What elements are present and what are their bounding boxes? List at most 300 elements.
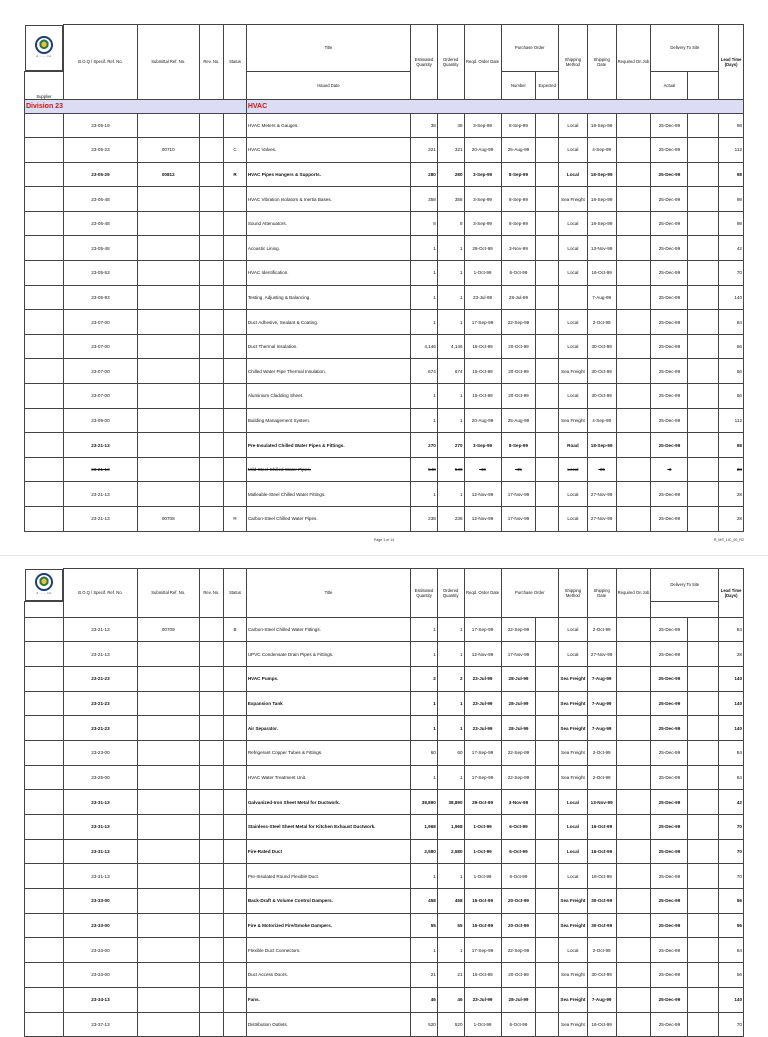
cell-st [224,310,247,335]
cell-method [559,691,588,716]
cell-value-lead: 140 [734,294,742,300]
header-title: Title [246,569,410,618]
cell-title [246,310,410,335]
cell-value-ord: 38 [457,122,463,128]
cell-ship [587,963,616,988]
cell-st [224,261,247,286]
cell-method [559,433,588,458]
table-row [25,642,744,667]
cell-value-issued: 22-Sep-99 [507,774,530,780]
cell-est [411,285,438,310]
cell-value-issued: 22-Sep-99 [507,947,530,953]
cell-ord [437,963,464,988]
cell-title [246,765,410,790]
cell-value-exp: 25-Dec-99 [658,725,681,731]
cell-boq [64,482,138,507]
cell-value-boq: 23-34-13 [91,997,110,1003]
cell-act [688,507,719,532]
cell-value-title: Stainless-Steel Sheet Metal for Kitchen Exhaust Ductwork. [247,824,376,830]
cell-value-title: Pre-Insulated Round Flexible Duct. [247,873,320,879]
cell-lead [719,839,744,864]
cell-num [536,408,559,433]
cell-value-reqd: 3-Sep-99 [472,442,493,448]
cell-value-issued: 20-Oct-99 [508,972,529,978]
cell-act [688,482,719,507]
cell-st [224,359,247,384]
cell-method [559,666,588,691]
cell-blank [25,642,64,667]
cell-rev [199,864,224,889]
cell-value-title: HVAC Identification. [247,270,289,276]
cell-num [536,938,559,963]
cell-num [536,334,559,359]
cell-value-exp: 25-Dec-99 [658,947,681,953]
cell-req [616,482,651,507]
cell-value-lead: 84 [736,750,742,756]
header-submittal: Submittal Ref. No. [137,569,199,618]
cell-issued [501,138,536,163]
cell-value-ship: 2-Oct-99 [592,750,611,756]
cell-exp [651,162,688,187]
cell-method [559,384,588,409]
cell-value-ord: 280 [454,171,463,177]
cell-value-title: Testing, Adjusting & Balancing. [247,294,311,300]
cell-rev [199,617,224,642]
cell-value-est: 270 [428,442,436,448]
cell-title [246,666,410,691]
cell-title [246,938,410,963]
cell-value-ord: 1 [459,417,463,423]
header-boq: B.O.Q / Specif. Ref. No. [64,25,138,100]
cell-req [616,334,651,359]
cell-rev [199,790,224,815]
cell-req [616,740,651,765]
cell-rev [199,938,224,963]
cell-value-ord: 1,968 [451,824,463,830]
cell-lead [719,162,744,187]
cell-value-ord: 1 [459,393,463,399]
cell-rev [199,433,224,458]
cell-issued [501,408,536,433]
cell-value-reqd: 1-Oct-99 [473,824,492,830]
table-row [25,285,744,310]
cell-value-title: Back-Draft & Volume Control Dampers. [247,898,333,904]
cell-value-lead: 140 [734,700,742,706]
cell-lead [719,716,744,741]
cell-value-ord: 1 [459,270,463,276]
cell-blank [25,334,64,359]
cell-est [411,187,438,212]
cell-ship [587,507,616,532]
cell-exp [651,457,688,482]
cell-issued [501,839,536,864]
cell-ship [587,236,616,261]
cell-reqd [464,433,501,458]
cell-value-method: Local [566,171,579,177]
cell-est [411,359,438,384]
cell-num [536,889,559,914]
cell-title [246,1012,410,1037]
cell-ship [587,716,616,741]
cell-value-reqd: 20-Aug-99 [471,417,494,423]
header-title: Title [246,25,410,72]
cell-value-est: 21 [430,972,436,978]
cell-value-method: Sea Freight [560,676,586,682]
cell-exp [651,310,688,335]
cell-exp [651,359,688,384]
cell-num [536,765,559,790]
cell-value-est: 1 [433,626,436,632]
cell-est [411,987,438,1012]
cell-ord [437,138,464,163]
cell-req [616,790,651,815]
cell-value-est: 458 [428,898,436,904]
cell-exp [651,839,688,864]
table-row [25,617,744,642]
cell-est [411,211,438,236]
header-expected: Expected [536,71,559,99]
cell-value-exp: 25-Dec-99 [658,898,681,904]
cell-act [688,765,719,790]
cell-act [688,408,719,433]
cell-exp [651,261,688,286]
cell-value-boq: 23-37-13 [91,1021,110,1027]
cell-title [246,285,410,310]
cell-reqd [464,864,501,889]
cell-blank [25,617,64,642]
cell-blank [25,138,64,163]
cell-ship [587,815,616,840]
cell-blank [25,507,64,532]
cell-act [688,790,719,815]
cell-value-issued: 17-Nov-99 [507,651,530,657]
cell-sub [137,815,199,840]
cell-reqd [464,187,501,212]
cell-value-issued: 8-Sep-99 [509,196,528,202]
cell-value-boq: 23-07-00 [91,319,110,325]
cell-est [411,408,438,433]
cell-value-issued: 28-Jul-99 [508,294,529,300]
cell-boq [64,334,138,359]
cell-value-reqd: 12-Nov-99 [471,491,494,497]
division-code: Division 23 [25,99,247,113]
table-row [25,261,744,286]
cell-value-exp: 25-Dec-99 [658,676,681,682]
cell-ord [437,642,464,667]
cell-value-ship: 13-Nov-99 [590,799,613,805]
cell-ord [437,433,464,458]
cell-boq [64,211,138,236]
cell-value-issued: 6-Oct-99 [509,849,528,855]
cell-value-reqd: 29-Oct-99 [472,799,493,805]
cell-ord [437,790,464,815]
cell-value-ship: -35 [598,467,605,473]
cell-value-method: Sea Freight [561,1021,585,1027]
cell-value-issued: -45 [515,467,522,473]
cell-req [616,187,651,212]
cell-act [688,889,719,914]
cell-reqd [464,482,501,507]
cell-value-exp: 25-Dec-99 [658,270,681,276]
cell-value-ship: 4-Sep-99 [592,417,612,423]
cell-blank [25,1012,64,1037]
cell-est [411,642,438,667]
cell-reqd [464,162,501,187]
header-lead-time: Lead Time (Days) [719,569,744,618]
cell-value-boq: 23-05-19 [91,122,110,128]
cell-lead [719,691,744,716]
cell-value-boq: 23-07-00 [91,344,110,350]
cell-lead [719,790,744,815]
cell-value-exp: 25-Dec-99 [658,799,681,805]
cell-value-title: Air Separator. [247,725,278,731]
cell-sub [137,162,199,187]
cell-blank [25,310,64,335]
cell-value-method: Local [567,516,579,522]
cell-exp [651,666,688,691]
cell-value-method: Sea Freight [560,923,586,929]
cell-issued [501,113,536,138]
cell-value-title: Carbon-Steel Chilled Water Pipes. [247,516,318,522]
cell-title [246,790,410,815]
cell-value-lead: 28 [736,491,742,497]
cell-value-est: 238 [428,516,436,522]
cell-ship [587,310,616,335]
cell-blank [25,864,64,889]
cell-exp [651,765,688,790]
cell-rev [199,889,224,914]
cell-value-boq: 23-07-00 [91,368,110,374]
cell-method [559,938,588,963]
cell-value-lead: 28 [736,467,742,473]
cell-value-boq: 23-05-29 [91,171,110,177]
cell-value-exp: 25-Dec-99 [658,417,681,423]
cell-reqd [464,457,501,482]
cell-value-exp: 25-Dec-99 [658,319,681,325]
cell-num [536,716,559,741]
cell-value-ship: 18-Sep-99 [590,122,613,128]
cell-value-reqd: -40 [479,467,486,473]
table-row [25,716,744,741]
cell-value-reqd: 17-Sep-99 [471,750,494,756]
cell-value-est: 674 [428,368,436,374]
cell-value-boq: 23-21-13 [91,626,110,632]
cell-value-title: Fire & Motorized Fire/Smoke Dampers. [247,923,333,929]
cell-title [246,138,410,163]
cell-exp [651,1012,688,1037]
cell-blank [25,740,64,765]
cell-reqd [464,938,501,963]
cell-value-boq: 23-05-93 [91,294,110,300]
cell-reqd [464,507,501,532]
cell-value-ord: 540 [454,467,463,473]
company-seal-icon [35,36,53,54]
cell-est [411,963,438,988]
cell-sub [137,482,199,507]
cell-title [246,839,410,864]
cell-value-boq: 23-33-00 [91,947,110,953]
cell-value-sub: 00710 [161,147,175,153]
cell-value-ship: 18-Sep-99 [590,442,613,448]
cell-ord [437,408,464,433]
cell-exp [651,507,688,532]
cell-st [224,913,247,938]
cell-value-ship: 27-Nov-99 [590,516,613,522]
cell-value-lead: 28 [736,516,742,522]
cell-method [559,236,588,261]
cell-method [559,507,588,532]
cell-ship [587,790,616,815]
cell-st [224,839,247,864]
cell-rev [199,1012,224,1037]
cell-value-lead: 56 [736,344,742,350]
cell-value-ship: 7-Aug-99 [591,700,612,706]
cell-title [246,482,410,507]
cell-req [616,864,651,889]
logo-caption: A ......... Inc [36,591,52,595]
cell-value-reqd: 23-Jul-99 [472,997,493,1003]
cell-rev [199,211,224,236]
table-row [25,211,744,236]
table-row [25,765,744,790]
cell-issued [501,716,536,741]
header-purchase-order: Purchase Order [501,569,559,618]
cell-value-reqd: 23-Jul-99 [472,700,493,706]
cell-value-est: 1 [433,417,436,423]
cell-title [246,815,410,840]
cell-value-method: Local [567,491,579,497]
cell-ord [437,1012,464,1037]
cell-value-lead: 84 [736,774,742,780]
cell-method [559,359,588,384]
cell-value-est: 1 [433,873,436,879]
cell-value-reqd: 23-Jul-99 [472,676,493,682]
cell-value-ship: 27-Nov-99 [590,651,613,657]
cell-title [246,261,410,286]
cell-lead [719,889,744,914]
cell-num [536,482,559,507]
cell-value-ship: 4-Sep-99 [592,147,612,153]
cell-lead [719,1012,744,1037]
cell-method [559,408,588,433]
cell-est [411,765,438,790]
cell-boq [64,765,138,790]
cell-value-issued: 6-Oct-99 [509,1021,528,1027]
cell-value-reqd: 3-Sep-99 [473,196,492,202]
cell-lead [719,138,744,163]
cell-method [559,285,588,310]
table-row [25,482,744,507]
cell-act [688,457,719,482]
cell-blank [25,790,64,815]
cell-value-lead: 98 [736,122,742,128]
cell-blank [25,889,64,914]
cell-boq [64,987,138,1012]
cell-num [536,433,559,458]
cell-num [536,913,559,938]
cell-value-boq: 23-21-13 [91,651,110,657]
cell-value-reqd: 15-Oct-99 [472,923,493,929]
cell-boq [64,691,138,716]
cell-req [616,359,651,384]
cell-act [688,617,719,642]
cell-ship [587,889,616,914]
cell-exp [651,987,688,1012]
cell-value-title: HVAC Water Treatment Unit. [247,774,307,780]
cell-value-lead: 70 [736,849,742,855]
cell-num [536,790,559,815]
cell-value-method: Local [567,270,579,276]
cell-ship [587,482,616,507]
cell-value-exp: 25-Dec-99 [658,171,681,177]
cell-value-boq: 23-31-13 [91,824,110,830]
cell-issued [501,864,536,889]
cell-st [224,482,247,507]
cell-title [246,691,410,716]
cell-value-est: 540 [428,467,436,473]
cell-value-boq: 23-21-23 [91,676,110,682]
cell-title [246,507,410,532]
cell-lead [719,740,744,765]
cell-rev [199,482,224,507]
cell-lead [719,507,744,532]
cell-lead [719,864,744,889]
cell-title [246,162,410,187]
cell-sub [137,457,199,482]
cell-req [616,507,651,532]
cell-issued [501,913,536,938]
table-row [25,236,744,261]
cell-title [246,617,410,642]
cell-value-ord: 38,890 [448,799,463,805]
cell-method [559,987,588,1012]
cell-ship [587,359,616,384]
cell-boq [64,138,138,163]
cell-value-title: Duct Access Doors. [247,972,288,978]
cell-value-ship: 2-Oct-99 [592,774,611,780]
cell-value-title: Duct Thermal Insulation. [247,344,298,350]
cell-ship [587,938,616,963]
cell-value-lead: 56 [736,368,742,374]
cell-sub [137,187,199,212]
table-row [25,666,744,691]
cell-num [536,815,559,840]
cell-st [224,507,247,532]
cell-ord [437,334,464,359]
table-row [25,138,744,163]
cell-ship [587,457,616,482]
cell-value-method: Sea Freight [561,750,585,756]
cell-value-ship: 18-Sep-99 [590,171,613,177]
cell-boq [64,113,138,138]
cell-num [536,457,559,482]
cell-value-title: Expansion Tank [247,700,283,706]
cell-value-boq: 23-21-23 [91,725,110,731]
cell-value-est: 358 [428,196,436,202]
cell-value-reqd: 1-Oct-99 [473,873,492,879]
cell-value-ord: 1 [459,947,463,953]
cell-ord [437,211,464,236]
cell-st [224,765,247,790]
cell-act [688,691,719,716]
cell-lead [719,457,744,482]
cell-value-ord: 458 [454,898,463,904]
cell-est [411,433,438,458]
cell-rev [199,138,224,163]
cell-method [559,211,588,236]
cell-st [224,864,247,889]
cell-value-st: R [233,516,237,522]
